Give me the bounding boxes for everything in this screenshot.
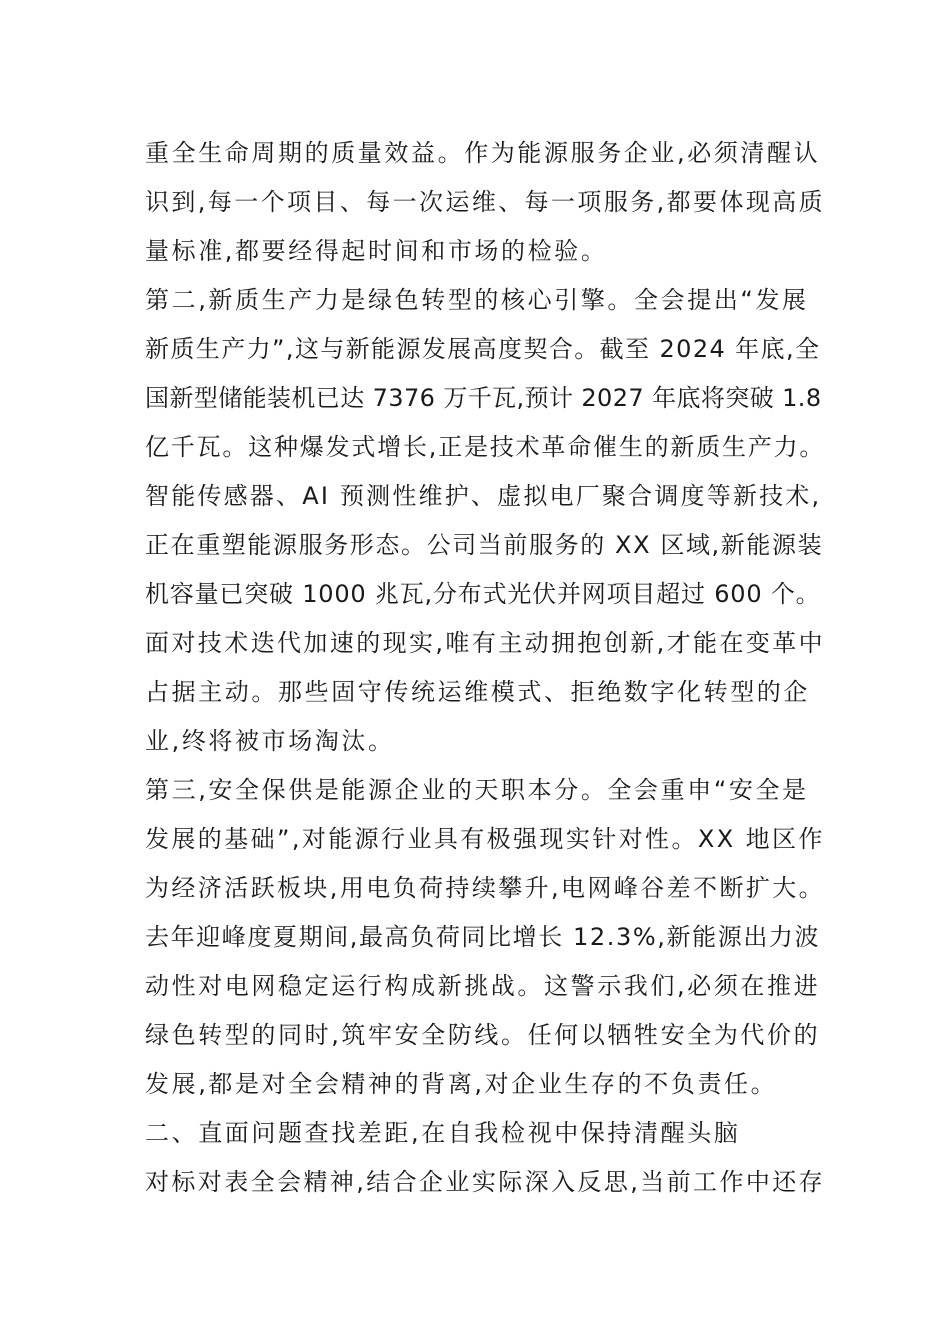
text-line: 识到,每一个项目、每一次运维、每一项服务,都要体现高质 [145, 188, 826, 216]
section-heading: 二、直面问题查找差距,在自我检视中保持清醒头脑 [145, 1119, 741, 1147]
text-line: 量标准,都要经得起时间和市场的检验。 [145, 237, 608, 265]
text-line: 重全生命周期的质量效益。作为能源服务企业,必须清醒认 [145, 139, 821, 167]
text-line: 第二,新质生产力是绿色转型的核心引擎。全会提出“发展 [145, 286, 809, 314]
text-line: 发展的基础”,对能源行业具有极强现实针对性。XX 地区作 [145, 825, 825, 853]
text-line: 国新型储能装机已达 7376 万千瓦,预计 2027 年底将突破 1.8 [145, 384, 822, 412]
text-line: 去年迎峰度夏期间,最高负荷同比增长 12.3%,新能源出力波 [145, 923, 821, 951]
text-line: 对标对表全会精神,结合企业实际深入反思,当前工作中还存 [145, 1168, 826, 1196]
text-line: 面对技术迭代加速的现实,唯有主动拥抱创新,才能在变革中 [145, 629, 826, 657]
text-line: 机容量已突破 1000 兆瓦,分布式光伏并网项目超过 600 个。 [145, 580, 821, 608]
text-line: 智能传感器、AI 预测性维护、虚拟电厂聚合调度等新技术, [145, 482, 822, 510]
text-line: 业,终将被市场淘汰。 [145, 727, 395, 755]
body-text [145, 129, 825, 1207]
text-line: 发展,都是对全会精神的背离,对企业生存的不负责任。 [145, 1070, 778, 1098]
text-line: 动性对电网稳定运行构成新挑战。这警示我们,必须在推进 [145, 972, 821, 1000]
text-line: 绿色转型的同时,筑牢安全防线。任何以牺牲安全为代价的 [145, 1021, 821, 1049]
text-line: 正在重塑能源服务形态。公司当前服务的 XX 区域,新能源装 [145, 531, 824, 559]
text-line: 占据主动。那些固守传统运维模式、拒绝数字化转型的企 [145, 678, 810, 706]
text-line: 为经济活跃板块,用电负荷持续攀升,电网峰谷差不断扩大。 [145, 874, 826, 902]
text-line: 第三,安全保供是能源企业的天职本分。全会重申“安全是 [145, 776, 809, 804]
text-line: 新质生产力”,这与新能源发展高度契合。截至 2024 年底,全 [145, 335, 821, 363]
text-line: 亿千瓦。这种爆发式增长,正是技术革命催生的新质生产力。 [145, 433, 826, 461]
